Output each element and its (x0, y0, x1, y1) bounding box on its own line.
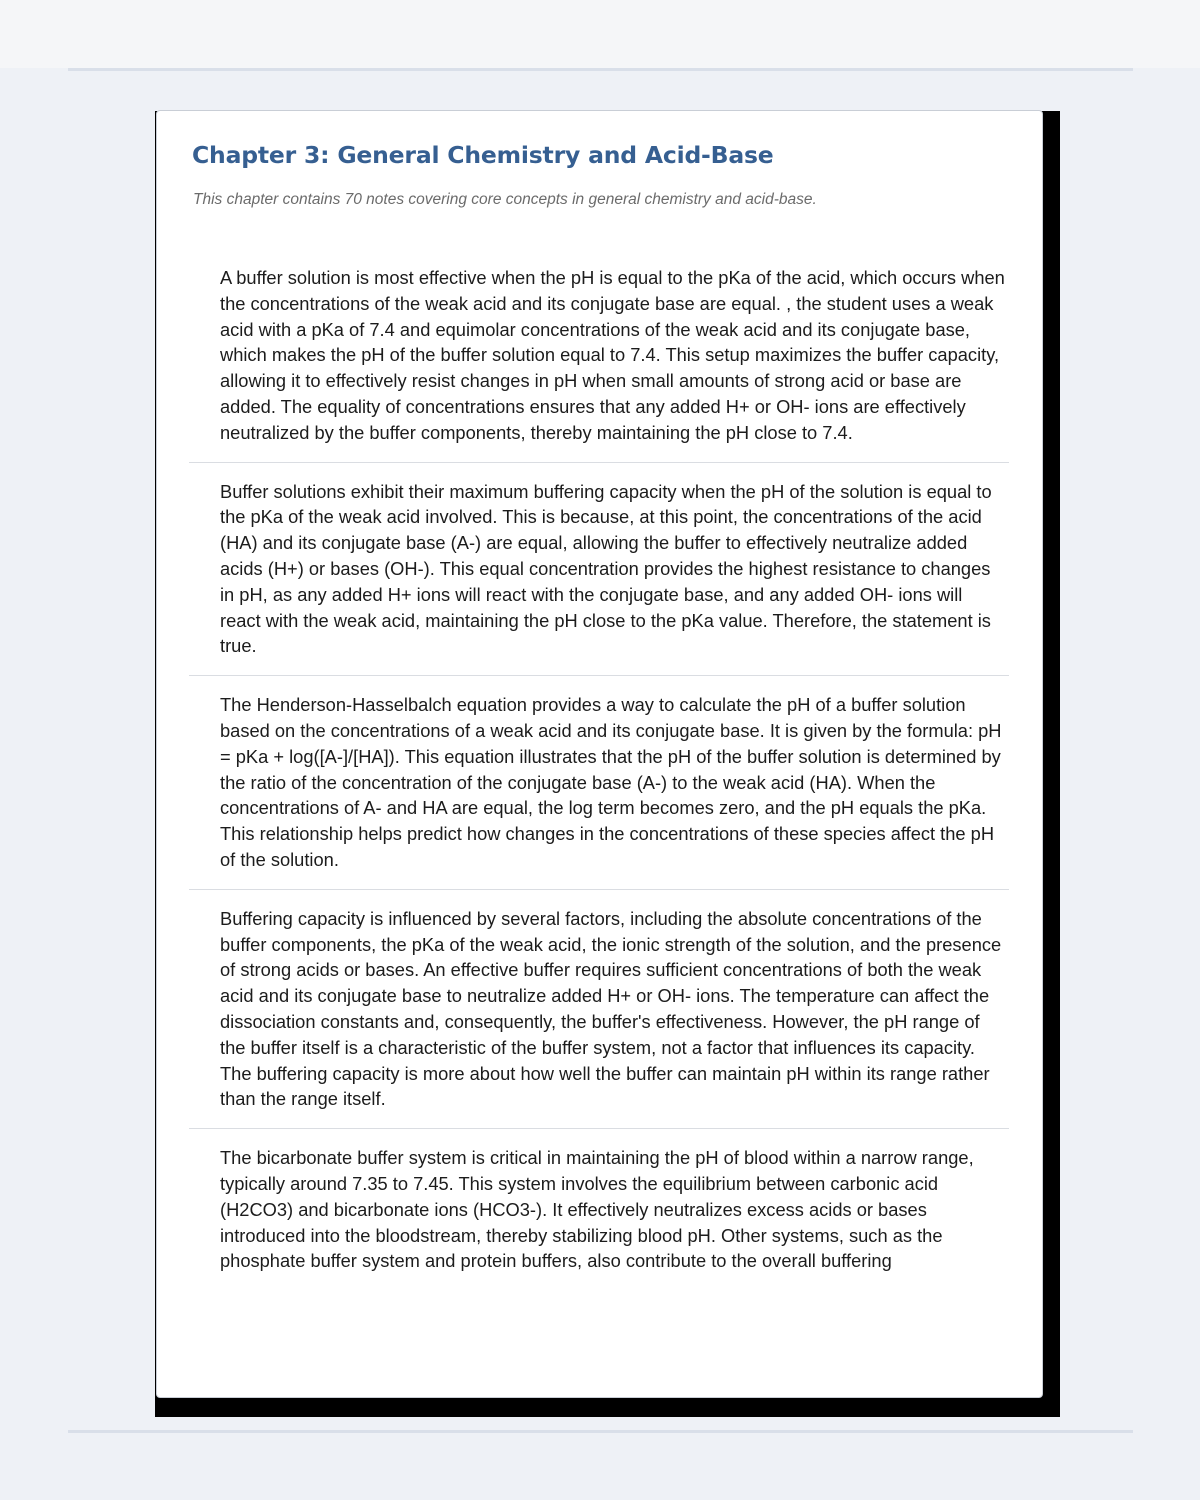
note-text: Buffer solutions exhibit their maximum buffering capacity when the pH of the solution is equal to the pKa of the weak acid involved. This is because, at this point, the concentrations of the acid (HA) and its conjugate base (A-) are equal, allowing the buffer to effectively neutralize added acids (H+) or bases (OH-). This equal concentration provides the highest resistance to changes in pH, as any added H+ ions will react with the conjugate base, and any added OH- ions will react with the weak acid, maintaining the pH close to the pKa value. Therefore, the statement is true. (220, 480, 992, 657)
document-page (156, 110, 1043, 1398)
note-text: The bicarbonate buffer system is critical in maintaining the pH of blood within a narrow range, typically around 7.35 to 7.45. This system involves the equilibrium between carbonic acid (H2CO3) and bicarbonate ions (HCO3-). It effectively neutralizes excess acids or bases introduced into the bloodstream, thereby stabilizing blood pH. Other systems, such as the phosphate buffer system and protein buffers, also contribute to the overall buffering (220, 1147, 974, 1272)
top-divider (68, 68, 1133, 71)
note-item (189, 463, 1009, 677)
note-item (189, 249, 1009, 463)
chapter-title: Chapter 3: General Chemistry and Acid-Base (192, 141, 774, 169)
bottom-divider (68, 1430, 1133, 1433)
chapter-subtitle: This chapter contains 70 notes covering core concepts in general chemistry and acid-base. (193, 191, 817, 208)
notes-list (189, 249, 1009, 1290)
note-text: The Henderson-Hasselbalch equation provides a way to calculate the pH of a buffer solution based on the concentrations of a weak acid and its conjugate base. It is given by the formula: pH = pKa + log([A-]/[HA]). This equation illustrates that the pH of the buffer solution is determined by the ratio of the concentration of the conjugate base (A-) to the weak acid (HA). When the concentrations of A- and HA are equal, the log term becomes zero, and the pH equals the pKa. This relationship helps predict how changes in the concentrations of these species affect the pH of the solution. (220, 694, 1002, 870)
note-item (189, 676, 1009, 890)
note-item (189, 1129, 1009, 1290)
note-item (189, 890, 1009, 1129)
top-toolbar-area (0, 0, 1200, 68)
note-text: Buffering capacity is influenced by several factors, including the absolute concentrations of the buffer components, the pKa of the weak acid, the ionic strength of the solution, and the presence of strong acids or bases. An effective buffer requires sufficient concentrations of both the weak acid and its conjugate base to neutralize added H+ or OH- ions. The temperature can affect the dissociation constants and, consequently, the buffer's effectiveness. However, the pH range of the buffer itself is a characteristic of the buffer system, not a factor that influences its capacity. The buffering capacity is more about how well the buffer can maintain pH within its range rather than the range itself. (220, 907, 1002, 1110)
note-text: A buffer solution is most effective when the pH is equal to the pKa of the acid, which occurs when the concentrations of the weak acid and its conjugate base are equal. , the student uses a weak acid with a pKa of 7.4 and equimolar concentrations of the weak acid and its conjugate base, which makes the pH of the buffer solution equal to 7.4. This setup maximizes the buffer capacity, allowing it to effectively resist changes in pH when small amounts of strong acid or base are added. The equality of concentrations ensures that any added H+ or OH- ions are effectively neutralized by the buffer components, thereby maintaining the pH close to 7.4. (220, 267, 1005, 443)
